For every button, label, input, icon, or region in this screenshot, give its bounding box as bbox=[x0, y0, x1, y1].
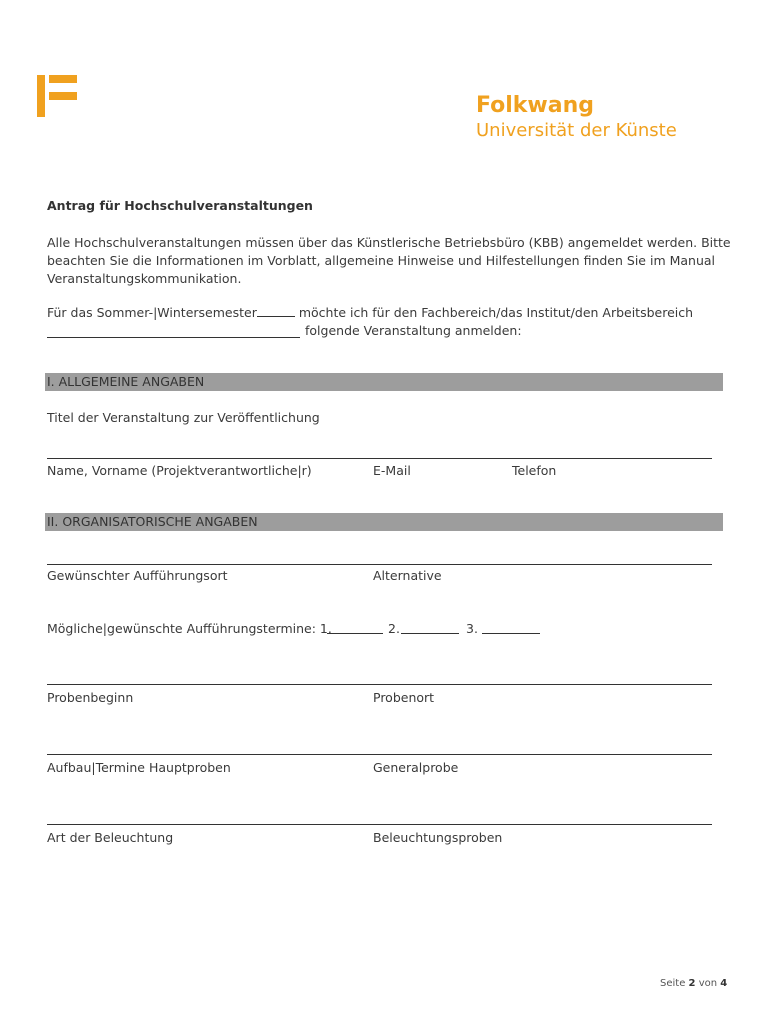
date3-label: 3. bbox=[466, 621, 478, 636]
rehearsal-start-label: Probenbeginn bbox=[47, 690, 134, 705]
semester-prefix: Für das Sommer-|Wintersemester bbox=[47, 305, 257, 320]
intro-line: Veranstaltungskommunikation. bbox=[47, 271, 242, 286]
intro-text bbox=[47, 234, 731, 288]
folkwang-logo-icon bbox=[37, 75, 77, 117]
form-title: Antrag für Hochschulveranstaltungen bbox=[47, 198, 313, 213]
date2-input[interactable] bbox=[401, 633, 459, 634]
date3-input[interactable] bbox=[482, 633, 540, 634]
lighting-rehearsal-label: Beleuchtungsproben bbox=[373, 830, 503, 845]
event-title-input[interactable] bbox=[47, 458, 712, 459]
setup-input[interactable] bbox=[47, 754, 712, 755]
date2-label: 2. bbox=[388, 621, 400, 636]
intro-line: beachten Sie die Informationen im Vorblatt, allgemeine Hinweise und Hilfestellungen finden Sie im Manual bbox=[47, 253, 716, 268]
section-general-header bbox=[45, 373, 723, 391]
page-current: 2 bbox=[688, 978, 696, 989]
venue-input[interactable] bbox=[47, 564, 712, 565]
semester-input[interactable] bbox=[257, 304, 295, 317]
lighting-label: Art der Beleuchtung bbox=[47, 830, 174, 845]
department-input[interactable] bbox=[47, 337, 300, 338]
dates-label: Mögliche|gewünschte Aufführungstermine: 1. bbox=[47, 621, 332, 636]
page-total: 4 bbox=[720, 978, 728, 989]
date1-input[interactable] bbox=[327, 633, 383, 634]
section-organisation-header bbox=[45, 513, 723, 531]
setup-label: Aufbau|Termine Hauptproben bbox=[47, 760, 231, 775]
lighting-input[interactable] bbox=[47, 824, 712, 825]
name-label: Name, Vorname (Projektverantwortliche|r) bbox=[47, 463, 312, 478]
intro-line: Alle Hochschulveranstaltungen müssen über das Künstlerische Betriebsbüro (KBB) angemeldet werden. Bitte bbox=[47, 235, 731, 250]
event-title-label: Titel der Veranstaltung zur Veröffentlichung bbox=[47, 410, 320, 425]
rehearsal-input[interactable] bbox=[47, 684, 712, 685]
page-number bbox=[660, 978, 727, 989]
phone-label: Telefon bbox=[512, 463, 557, 478]
general-rehearsal-label: Generalprobe bbox=[373, 760, 459, 775]
email-label: E-Mail bbox=[373, 463, 411, 478]
page-sep: von bbox=[698, 978, 718, 989]
semester-mid: möchte ich für den Fachbereich/das Institut/den Arbeitsbereich bbox=[298, 305, 694, 320]
semester-suffix: folgende Veranstaltung anmelden: bbox=[305, 323, 522, 338]
semester-line bbox=[47, 304, 693, 322]
page-word: Seite bbox=[660, 978, 686, 989]
rehearsal-place-label: Probenort bbox=[373, 690, 435, 705]
venue-label: Gewünschter Aufführungsort bbox=[47, 568, 228, 583]
section-general-title: I. ALLGEMEINE ANGABEN bbox=[47, 374, 205, 389]
alternative-label: Alternative bbox=[373, 568, 442, 583]
section-organisation-title: II. ORGANISATORISCHE ANGABEN bbox=[47, 514, 258, 529]
brand-name: Folkwang bbox=[476, 93, 595, 118]
brand-subtitle: Universität der Künste bbox=[476, 120, 677, 141]
